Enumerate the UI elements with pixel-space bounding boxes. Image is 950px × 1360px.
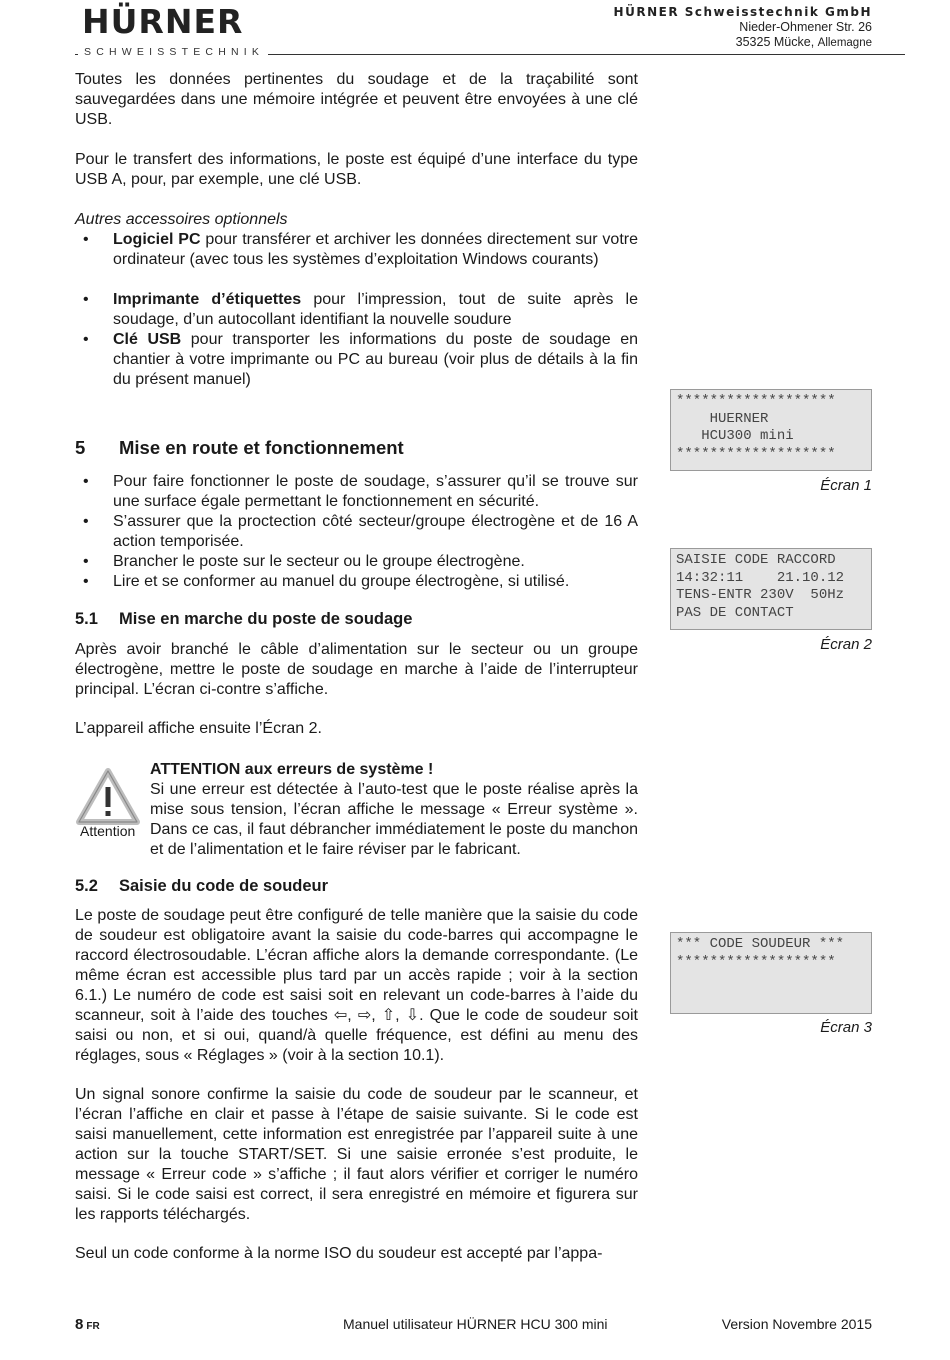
lcd-line: SAISIE CODE RACCORD xyxy=(676,552,836,568)
screen-caption: Écran 1 xyxy=(820,477,872,494)
section-number: 5 xyxy=(75,437,86,458)
bullet-icon: • xyxy=(83,231,89,248)
page-number-value: 8 xyxy=(75,1316,84,1333)
company-country: Allemagne xyxy=(817,37,872,49)
section-number: 5.2 xyxy=(75,877,98,895)
list-item-text: Brancher le poste sur le secteur ou le groupe électrogène. xyxy=(113,553,525,570)
lcd-screen-2 xyxy=(670,548,872,630)
bullet-icon: • xyxy=(83,513,89,530)
lcd-line: ******************* xyxy=(676,445,836,462)
intro-paragraph-1: Toutes les données pertinentes du soudage et de la traçabilité sont sauvegardées dans une mémoire intégrée et peuvent être envoyées à une clé USB. xyxy=(75,71,638,128)
lcd-screen-1 xyxy=(670,389,872,471)
page-language: FR xyxy=(86,1321,100,1332)
lcd-line: ******************* xyxy=(676,393,836,409)
lcd-line xyxy=(676,971,866,989)
list-item xyxy=(75,472,638,512)
section-title: Mise en marche du poste de soudage xyxy=(119,610,413,628)
accessory-name: Logiciel PC xyxy=(113,231,201,248)
company-city-line xyxy=(614,35,872,51)
section-5-1-paragraph-1: Après avoir branché le câble d’alimentation sur le secteur ou un groupe électrogène, mettre le poste de soudage en marche à l’aide de l’interrupteur principal. L’écran ci-contre s’affiche. xyxy=(75,641,638,698)
lcd-line: ******************* xyxy=(676,953,836,970)
list-item-text: Lire et se conformer au manuel du groupe électrogène, si utilisé. xyxy=(113,573,570,590)
accessories-heading: Autres accessoires optionnels xyxy=(75,211,288,228)
list-item xyxy=(75,572,638,592)
lcd-line: HUERNER xyxy=(676,410,769,427)
document-version: Version Novembre 2015 xyxy=(721,1316,872,1332)
lcd-line: *** CODE SOUDEUR *** xyxy=(676,936,845,952)
lcd-screen-3 xyxy=(670,932,872,1014)
intro-paragraph-2: Pour le transfert des informations, le poste est équipé d’une interface du type USB A, pour, par exemple, une clé USB. xyxy=(75,151,638,188)
list-item xyxy=(75,552,638,572)
lcd-line: HCU300 mini xyxy=(676,428,794,444)
section-5-heading xyxy=(75,437,404,459)
accessory-name: Imprimante d’étiquettes xyxy=(113,291,302,308)
bullet-icon: • xyxy=(83,331,89,348)
lcd-line: 14:32:11 21.10.12 xyxy=(676,569,845,586)
list-item xyxy=(75,512,638,552)
list-item-text: S’assurer que la proctection côté secteur/groupe électrogène et de 16 A action temporisée. xyxy=(113,513,638,550)
logo-wordmark: HÜRNER xyxy=(82,2,244,41)
bullet-icon: • xyxy=(83,291,89,308)
accessory-item xyxy=(75,330,638,390)
accessory-item xyxy=(75,290,638,330)
screen-caption: Écran 2 xyxy=(820,636,872,653)
lcd-line: PAS DE CONTACT xyxy=(676,604,794,621)
section-title: Saisie du code de soudeur xyxy=(119,877,329,895)
logo-subtitle: SCHWEISSTECHNIK xyxy=(84,46,265,58)
list-item-text: Pour faire fonctionner le poste de soudage, s’assurer qu’il se trouve sur une surface égale permettant le fonctionnement en sécurité. xyxy=(113,473,638,510)
section-5-2-paragraph-3: Seul un code conforme à la norme ISO du soudeur est accepté par l’appa- xyxy=(75,1245,603,1262)
accessory-name: Clé USB xyxy=(113,331,182,348)
attention-label: Attention xyxy=(80,823,136,839)
company-name: HÜRNER Schweisstechnik GmbH xyxy=(613,5,872,19)
bullet-icon: • xyxy=(83,553,89,570)
lcd-line xyxy=(676,989,866,1007)
logo-subtitle-wrap xyxy=(78,46,268,58)
company-city: 35325 Mücke, xyxy=(735,35,815,49)
attention-body: Si une erreur est détectée à l’auto-test que le poste réalise après la mise sous tension, l’écran affiche le message « Erreur système ». Dans ce cas, il faut débrancher immédiatement le poste du manchon et de l’alimentation et le faire réviser par le fabricant. xyxy=(150,781,638,858)
accessory-desc: pour l’impression, tout de suite après le soudage, d’un autocollant identifiant la nouvelle soudure xyxy=(113,291,639,328)
section-5-2-paragraph-1: Le poste de soudage peut être configuré de telle manière que la saisie du code de soudeur est obligatoire avant la saisie du code-barres qui accompagne le raccord électrosoudable. L’écran affiche alors la demande correspondante. (Le même écran est accessible plus tard par un accès rapide ; voir à la section 6.1.) Le numéro de code est saisi soit en relevant un code-barres à l’aide du scanneur, soit à l’aide des touches ⇦, ⇨, ⇧, ⇩. Que le code de soudeur soit saisi ou non, et si oui, quand/à quelle fréquence, est défini au menu des réglages, sous « Réglages » (voir à la section 10.1). xyxy=(75,907,638,1064)
accessory-item xyxy=(75,230,638,270)
section-title: Mise en route et fonctionnement xyxy=(119,437,404,458)
manual-title: Manuel utilisateur HÜRNER HCU 300 mini xyxy=(343,1316,608,1332)
attention-title: ATTENTION aux erreurs de système ! xyxy=(150,761,434,778)
accessory-desc: pour transférer et archiver les données directement sur votre ordinateur (avec tous les systèmes d’exploitation Windows courants) xyxy=(113,231,639,268)
section-5-1-heading xyxy=(75,610,412,629)
section-number: 5.1 xyxy=(75,610,98,628)
company-street: Nieder-Ohmener Str. 26 xyxy=(739,20,872,34)
bullet-icon: • xyxy=(83,573,89,590)
accessory-desc: pour transporter les informations du poste de soudage en chantier à votre imprimante ou PC au bureau (voir plus de détails à la fin du présent manuel) xyxy=(113,331,639,388)
section-5-1-paragraph-2: L’appareil affiche ensuite l’Écran 2. xyxy=(75,720,322,737)
section-5-2-paragraph-2: Un signal sonore confirme la saisie du code de soudeur par le scanneur, et l’écran l’affiche en clair et passe à l’étape de saisie suivante. Si le code est saisi manuellement, cette information est enregistrée par l’appareil suite à une action sur la touche START/SET. Si une saisie erronée s’est produite, le message « Erreur code » s’affiche ; il faut alors vérifier et corriger le numéro saisi. Si le code saisi est correct, il sera enregistré en mémoire et figurera sur les rapports téléchargés. xyxy=(75,1086,638,1223)
bullet-icon: • xyxy=(83,473,89,490)
section-5-2-heading xyxy=(75,877,328,896)
warning-triangle-icon xyxy=(76,768,140,826)
lcd-line: TENS-ENTR 230V 50Hz xyxy=(676,587,845,603)
company-address xyxy=(614,5,872,51)
screen-caption: Écran 3 xyxy=(820,1019,872,1036)
page-number xyxy=(75,1316,100,1333)
